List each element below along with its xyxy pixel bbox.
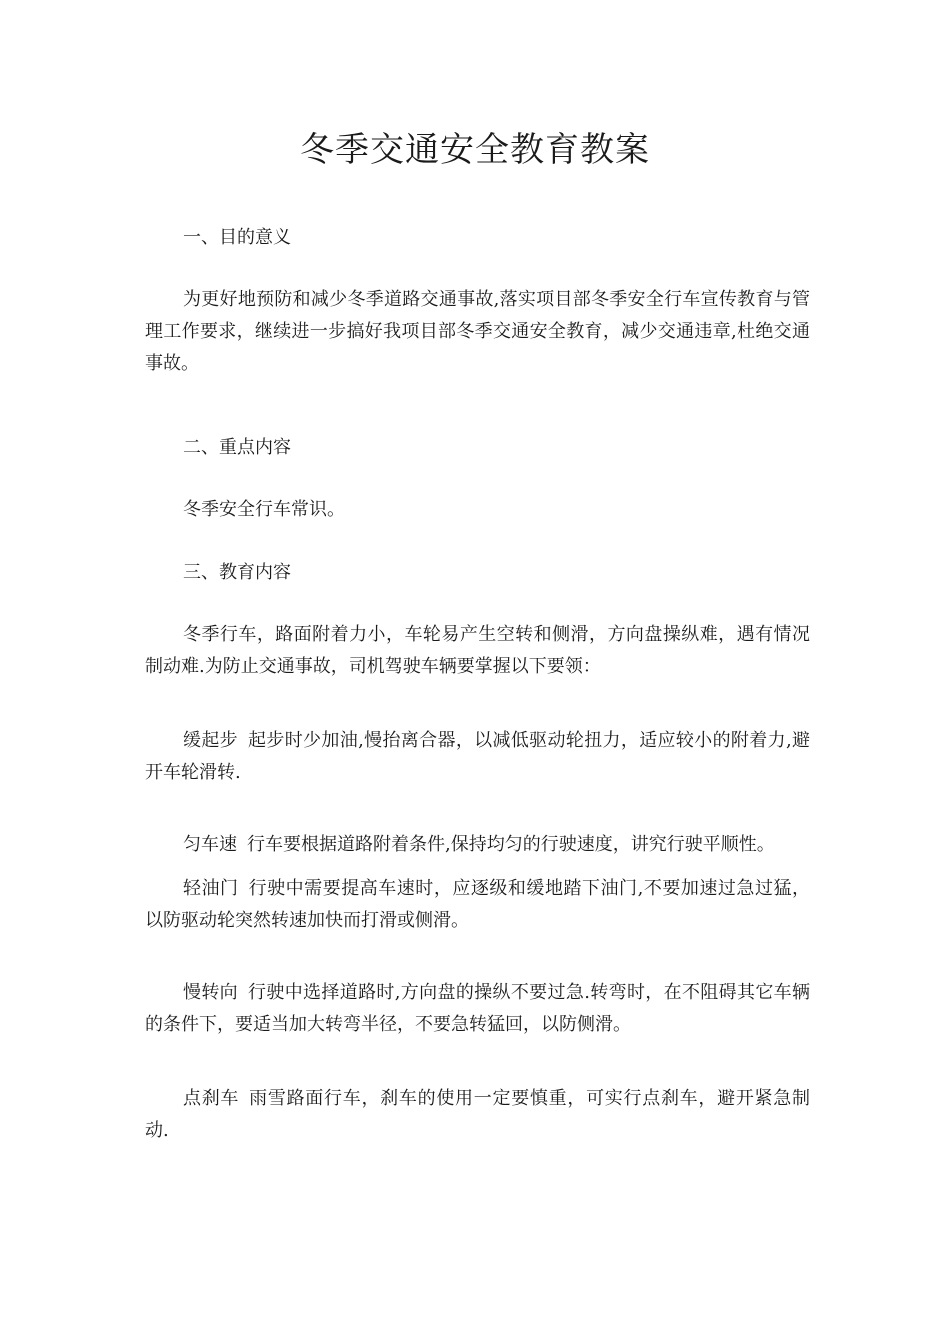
tip-term: 轻油门 [183,878,239,899]
tip-text: 行车要根据道路附着条件,保持均匀的行驶速度，讲究行驶平顺性。 [247,834,775,855]
section-body-key-content: 冬季安全行车常识。 [183,499,345,520]
tip-text: 雨雪路面行车，刹车的使用一定要慎重，可实行点刹车，避开紧急制动. [145,1088,810,1141]
section-heading-education-content: 三、教育内容 [183,562,291,583]
tip-term: 匀车速 [183,834,237,855]
tip-paragraph-pulse-braking [145,1083,810,1147]
tip-text: 行驶中需要提高车速时，应逐级和缓地踏下油门,不要加速过急过猛，以防驱动轮突然转速加快而打滑或侧滑。 [145,878,811,931]
tip-paragraph-light-throttle [145,873,810,937]
section-heading-purpose: 一、目的意义 [183,227,291,248]
tip-term: 慢转向 [183,982,239,1003]
document-title: 冬季交通安全教育教案 [300,130,650,170]
tip-text: 行驶中选择道路时,方向盘的操纵不要过急.转弯时，在不阻碍其它车辆的条件下，要适当加大转弯半径，不要急转猛回，以防侧滑。 [145,982,810,1035]
section-heading-key-content: 二、重点内容 [183,437,291,458]
tip-paragraph-even-speed [145,829,810,861]
tip-term: 缓起步 [183,730,239,751]
section-intro-education-content: 冬季行车，路面附着力小，车轮易产生空转和侧滑，方向盘操纵难，遇有情况制动难.为防止交通事故，司机驾驶车辆要掌握以下要领： [145,624,810,677]
section-body-purpose: 为更好地预防和减少冬季道路交通事故,落实项目部冬季安全行车宣传教育与管理工作要求，继续进一步搞好我项目部冬季交通安全教育，减少交通违章,杜绝交通事故。 [145,289,810,374]
tip-paragraph-slow-start [145,725,810,789]
tip-paragraph-slow-steering [145,977,810,1041]
tip-text: 起步时少加油,慢抬离合器，以减低驱动轮扭力，适应较小的附着力,避开车轮滑转. [145,730,810,783]
tip-term: 点刹车 [183,1088,240,1109]
